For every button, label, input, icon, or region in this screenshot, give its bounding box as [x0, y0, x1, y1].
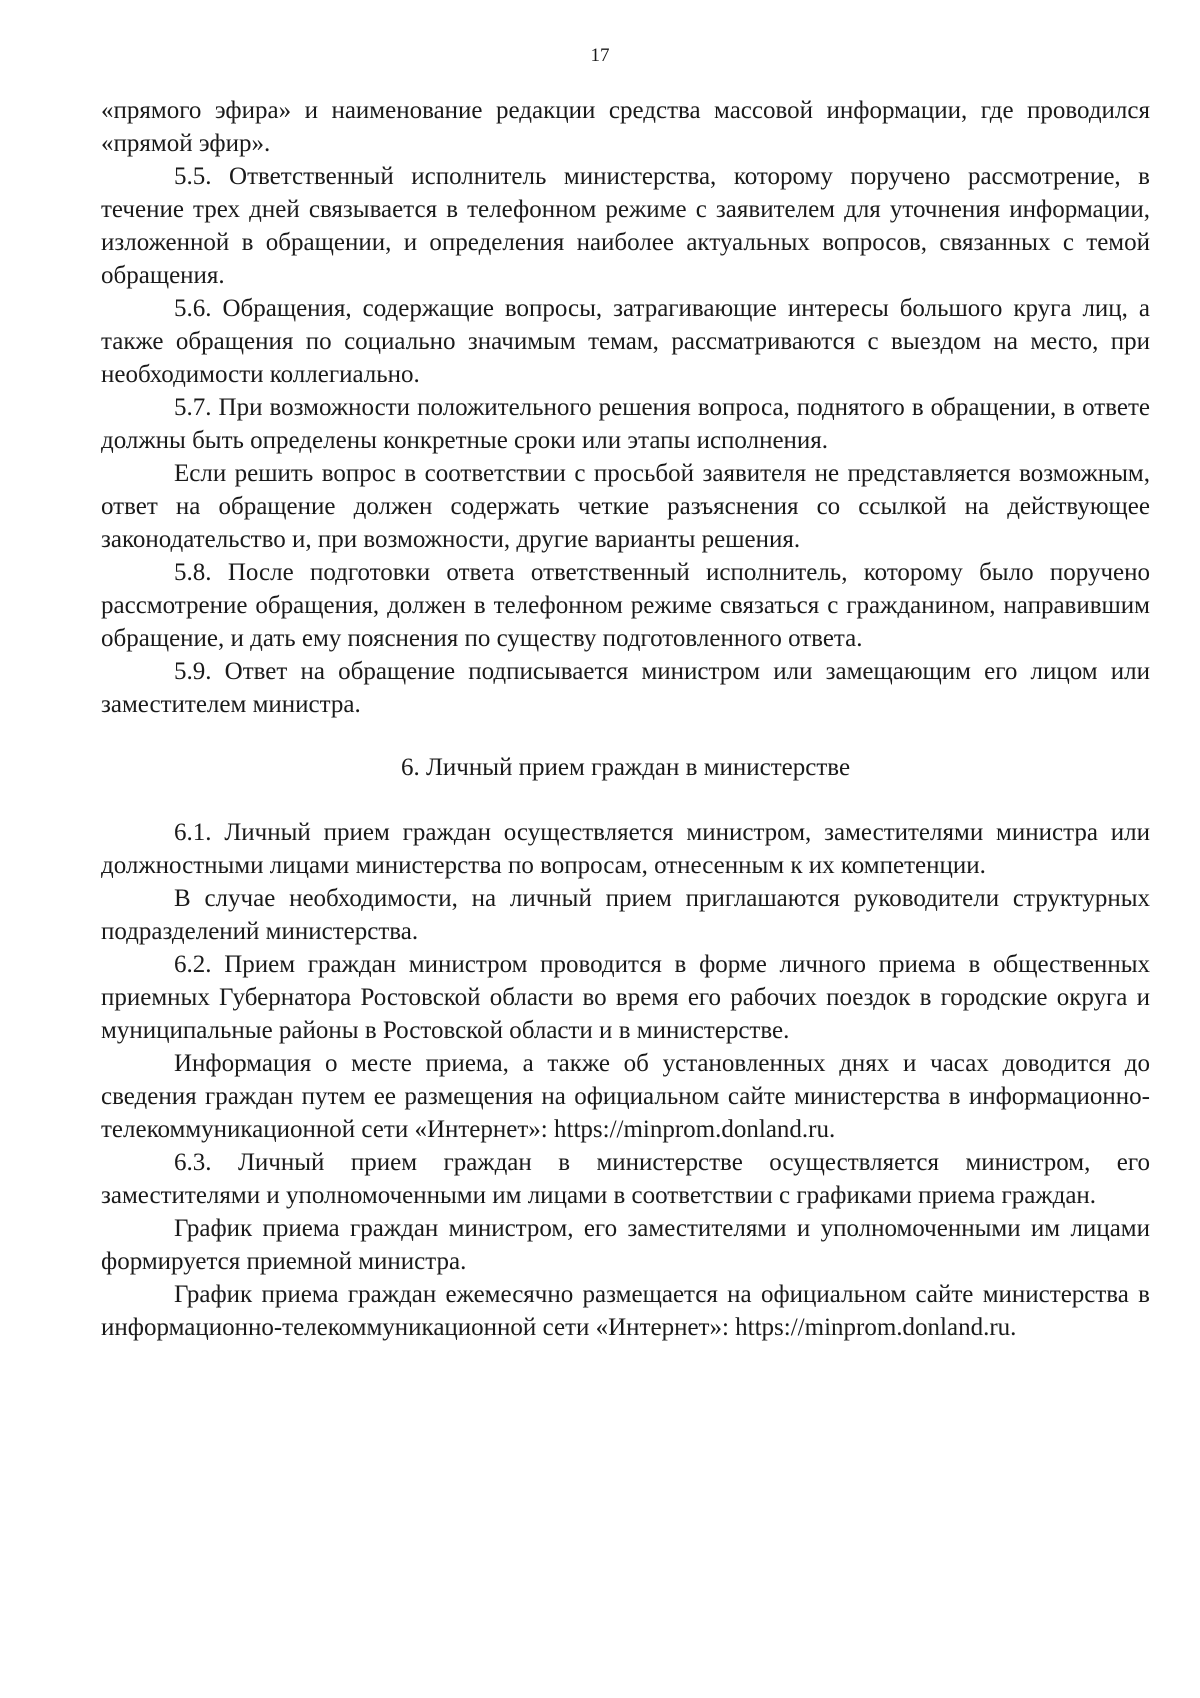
paragraph-6-3-schedule: График приема граждан министром, его заместителями и уполномоченными им лицами формируется приемной министра. — [101, 1215, 1150, 1275]
paragraph-5-5: 5.5. Ответственный исполнитель министерства, которому поручено рассмотрение, в течение трех дней связывается в телефонном режиме с заявителем для уточнения информации, изложенной в обращении, и определения наиболее актуальных вопросов, связанных с темой обращения. — [101, 163, 1150, 289]
page-number: 17 — [590, 45, 610, 66]
paragraph-6-3-publication: График приема граждан ежемесячно размещается на официальном сайте министерства в информационно-телекоммуникационной сети «Интернет»: https://minprom.donland.ru. — [101, 1281, 1150, 1341]
paragraph-5-6: 5.6. Обращения, содержащие вопросы, затрагивающие интересы большого круга лиц, а также обращения по социально значимым темам, рассматриваются с выездом на место, при необходимости коллегиально. — [101, 295, 1150, 388]
paragraph-5-8: 5.8. После подготовки ответа ответственный исполнитель, которому было поручено рассмотрение обращения, должен в телефонном режиме связаться с гражданином, направившим обращение, и дать ему пояснения по существу подготовленного ответа. — [101, 559, 1150, 652]
section-heading: 6. Личный прием граждан в министерстве — [400, 754, 851, 781]
paragraph-continued: «прямого эфира» и наименование редакции средства массовой информации, где проводился «прямой эфир». — [101, 97, 1150, 157]
paragraph-5-7: 5.7. При возможности положительного решения вопроса, поднятого в обращении, в ответе должны быть определены конкретные сроки или этапы исполнения. — [101, 394, 1150, 454]
paragraph-6-3: 6.3. Личный прием граждан в министерстве осуществляется министром, его заместителями и уполномоченными им лицами в соответствии с графиками приема граждан. — [101, 1149, 1150, 1209]
paragraph-6-1: 6.1. Личный прием граждан осуществляется министром, заместителями министра или должностными лицами министерства по вопросам, отнесенным к их компетенции. — [101, 819, 1150, 879]
paragraph-5-7-note: Если решить вопрос в соответствии с просьбой заявителя не представляется возможным, ответ на обращение должен содержать четкие разъяснения со ссылкой на действующее законодательство и, при возможности, другие варианты решения. — [101, 460, 1150, 553]
paragraph-6-1-note: В случае необходимости, на личный прием приглашаются руководители структурных подразделений министерства. — [101, 885, 1150, 945]
paragraph-5-9: 5.9. Ответ на обращение подписывается министром или замещающим его лицом или заместителем министра. — [101, 658, 1150, 718]
document-body — [101, 94, 1150, 1344]
paragraph-6-2-info: Информация о месте приема, а также об установленных днях и часах доводится до сведения граждан путем ее размещения на официальном сайте министерства в информационно-телекоммуникационной сети «Интернет»: https://minprom.donland.ru. — [101, 1050, 1150, 1143]
paragraph-6-2: 6.2. Прием граждан министром проводится в форме личного приема в общественных приемных Губернатора Ростовской области во время его рабочих поездок в городские округа и муниципальные районы в Ростовской области и в министерстве. — [101, 951, 1150, 1044]
